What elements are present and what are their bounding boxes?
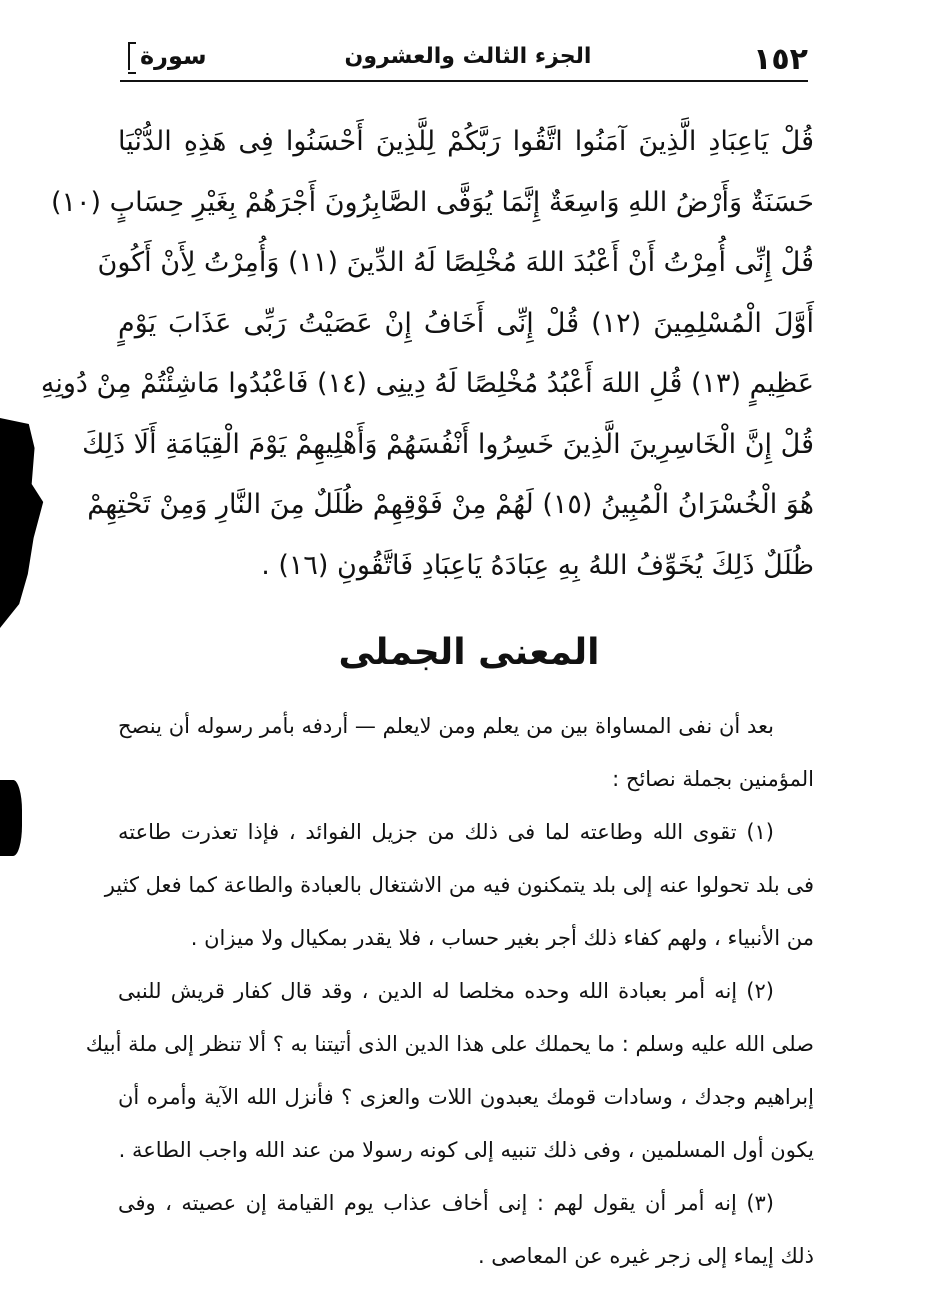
paragraph-line: بعد أن نفى المساواة بين من يعلم ومن لايعلم — أردفه بأمر رسوله أن ينصح: [118, 714, 774, 738]
page-header: [128, 38, 808, 78]
header-rule: [120, 80, 808, 82]
paragraph-line: صلى الله عليه وسلم : ما يحملك على هذا الدين الذى أتيتنا به ؟ ألا تنظر إلى ملة أبيك: [85, 1032, 814, 1056]
paragraph-line: (٢) إنه أمر بعبادة الله وحده مخلصا له الدين ، وقد قال كفار قريش للنبى: [118, 979, 774, 1003]
verse-line: قُلْ إِنَّ الْخَاسِرِينَ الَّذِينَ خَسِرُوا أَنْفُسَهُمْ وَأَهْلِيهِمْ يَوْمَ الْقِيَامَةِ أَلَا ذَلِكَ: [82, 428, 814, 460]
section-heading: المعنى الجملى: [338, 632, 600, 673]
paragraph-line: من الأنبياء ، ولهم كفاء ذلك أجر بغير حساب ، فلا يقدر بمكيال ولا ميزان .: [190, 926, 814, 950]
surah-label: سورة: [128, 42, 207, 70]
verse-line: حَسَنَةٌ وَأَرْضُ اللهِ وَاسِعَةٌ إِنَّمَا يُوَفَّى الصَّابِرُونَ أَجْرَهُمْ بِغَيْرِ حِسَابٍ (١٠): [50, 186, 814, 218]
paragraph-line: فى بلد تحولوا عنه إلى بلد يتمكنون فيه من الاشتغال بالعبادة والطاعة كما فعل كثير: [104, 873, 814, 897]
verse-line: عَظِيمٍ (١٣) قُلِ اللهَ أَعْبُدُ مُخْلِصًا لَهُ دِينِى (١٤) فَاعْبُدُوا مَاشِئْتُمْ مِنْ دُونِهِ: [40, 368, 814, 399]
scan-shadow: [0, 780, 22, 856]
verse-line: قُلْ يَاعِبَادِ الَّذِينَ آمَنُوا اتَّقُوا رَبَّكُمْ لِلَّذِينَ أَحْسَنُوا فِى هَذِهِ الدُّنْيَا: [118, 126, 814, 157]
verse-line: هُوَ الْخُسْرَانُ الْمُبِينُ (١٥) لَهُمْ مِنْ فَوْقِهِمْ ظُلَلٌ مِنَ النَّارِ وَمِنْ تَحْتِهِمْ: [87, 489, 814, 520]
paragraph-line: يكون أول المسلمين ، وفى ذلك تنبيه إلى كونه رسولا من عند الله واجب الطاعة .: [118, 1138, 814, 1162]
page-number: ١٥٢: [753, 42, 808, 77]
quran-verses: [40, 112, 815, 596]
explanation-body: [85, 700, 814, 1283]
scan-shadow: [0, 418, 48, 718]
paragraph-line: ذلك إيماء إلى زجر غيره عن المعاصى .: [477, 1244, 814, 1268]
paragraph-line: (٣) إنه أمر أن يقول لهم : إنى أخاف عذاب يوم القيامة إن عصيته ، وفى: [118, 1191, 774, 1215]
verse-line: أَوَّلَ الْمُسْلِمِينَ (١٢) قُلْ إِنِّى أَخَافُ إِنْ عَصَيْتُ رَبِّى عَذَابَ يَوْمٍ: [118, 307, 815, 339]
running-title: الجزء الثالث والعشرون: [344, 44, 592, 69]
verse-line: قُلْ إِنِّى أُمِرْتُ أَنْ أَعْبُدَ اللهَ مُخْلِصًا لَهُ الدِّينَ (١١) وَأُمِرْتُ لِأَنْ أَكُونَ: [97, 247, 814, 278]
paragraph-line: المؤمنين بجملة نصائح :: [612, 767, 814, 791]
paragraph-line: (١) تقوى الله وطاعته لما فى ذلك من جزيل الفوائد ، فإذا تعذرت طاعته: [118, 820, 774, 844]
paragraph-line: إبراهيم وجدك ، وسادات قومك يعبدون اللات والعزى ؟ فأنزل الله الآية وأمره أن: [118, 1085, 814, 1109]
verse-line: ظُلَلٌ ذَلِكَ يُخَوِّفُ اللهُ بِهِ عِبَادَهُ يَاعِبَادِ فَاتَّقُونِ (١٦) .: [261, 549, 814, 581]
